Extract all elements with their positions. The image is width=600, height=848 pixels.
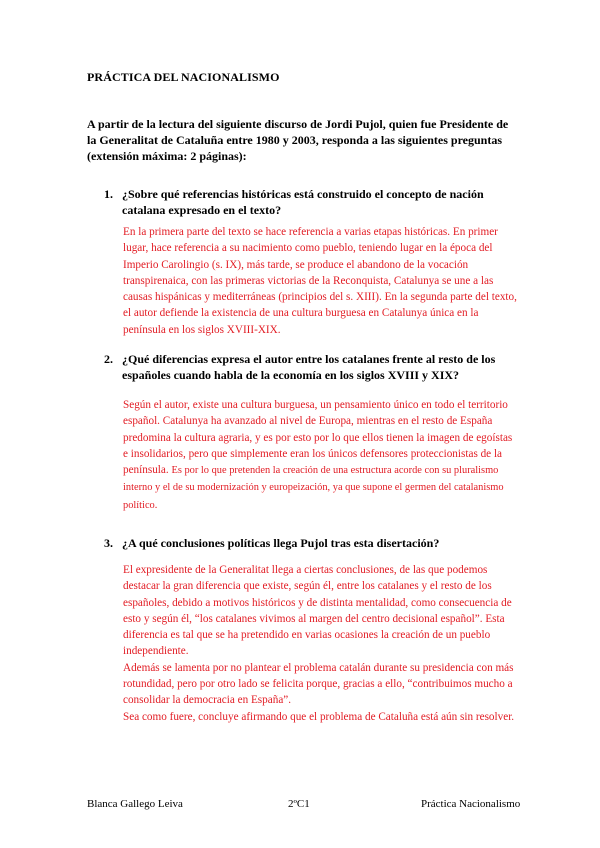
answer-paragraph-2: Además se lamenta por no plantear el problema catalán durante su presidencia con más rotundidad, pero por otro lado se felicita porque, gracias a ello, “contribuimos mucho a consolidar la democracia en España”.	[123, 661, 514, 707]
answer-1	[123, 224, 517, 338]
footer-author: Blanca Gallego Leiva	[87, 798, 183, 810]
answer-text: Según el autor, existe una cultura burguesa, un pensamiento único en todo el territorio español. Catalunya ha avanzado al nivel de Europa, mientras en el resto de España predomina la cultura agraria, y es por esto por lo que ellos tienen la imagen de egoístas e insolidarios, pero que simplemente eran los únicos defensores proteccionistas de la península.	[123, 399, 513, 477]
answer-paragraph	[123, 397, 517, 514]
page-title: PRÁCTICA DEL NACIONALISMO	[87, 70, 280, 84]
answer-paragraph: En la primera parte del texto se hace referencia a varias etapas históricas. En primer lugar, hace referencia a su nacimiento como pueblo, teniendo lugar en la época del Imperio Carolingio (s. IX), más tarde, se produce el abandono de la vocación transpirenaica, con las primeras victorias de la Reconquista, Catalunya se une a las causas hispánicas y mediterráneas (principios del s. XIII). En la segunda parte del texto, el autor defiende la existencia de una cultura burguesa en Catalunya única en la península en los siglos XVIII-XIX.	[123, 226, 517, 336]
question-text: ¿A qué conclusiones políticas llega Pujol tras esta disertación?	[122, 536, 440, 550]
answer-3	[123, 562, 517, 725]
answer-paragraph-3: Sea como fuere, concluye afirmando que el problema de Cataluña está aún sin resolver.	[123, 710, 515, 723]
question-1	[104, 186, 516, 218]
intro-paragraph: A partir de la lectura del siguiente discurso de Jordi Pujol, quien fue Presidente de la Generalitat de Cataluña entre 1980 y 2003, responda a las siguientes preguntas (extensión máxima: 2 páginas):	[87, 117, 509, 163]
answer-paragraph-1: El expresidente de la Generalitat llega a ciertas conclusiones, de las que podemos destacar la gran diferencia que existe, según él, entre los catalanes y el resto de los españoles, debido a motivos históricos y de distinta mentalidad, como consecuencia de esto y según él, “los catalanes vivimos al margen del centro decisional español”. Esta diferencia es tal que se ha pretendido en varias ocasiones la creación de un pueblo independiente.	[123, 564, 512, 658]
question-text: ¿Sobre qué referencias históricas está construido el concepto de nación catalana expresado en el texto?	[122, 187, 484, 217]
footer-course: 2ºC1	[288, 798, 310, 810]
question-number: 3.	[104, 536, 113, 550]
question-text: ¿Qué diferencias expresa el autor entre los catalanes frente al resto de los españoles cuando habla de la economía en los siglos XVIII y XIX?	[122, 352, 496, 382]
footer-subject: Práctica Nacionalismo	[421, 798, 521, 810]
answer-text-continued: Es por lo que pretenden la creación de una estructura acorde con su pluralismo interno y el de su modernización y europeización, ya que supone el germen del catalanismo político.	[123, 465, 504, 511]
answer-2	[123, 397, 517, 514]
question-number: 1.	[104, 187, 113, 201]
question-number: 2.	[104, 352, 113, 366]
question-3	[104, 535, 516, 551]
question-2	[104, 351, 516, 383]
